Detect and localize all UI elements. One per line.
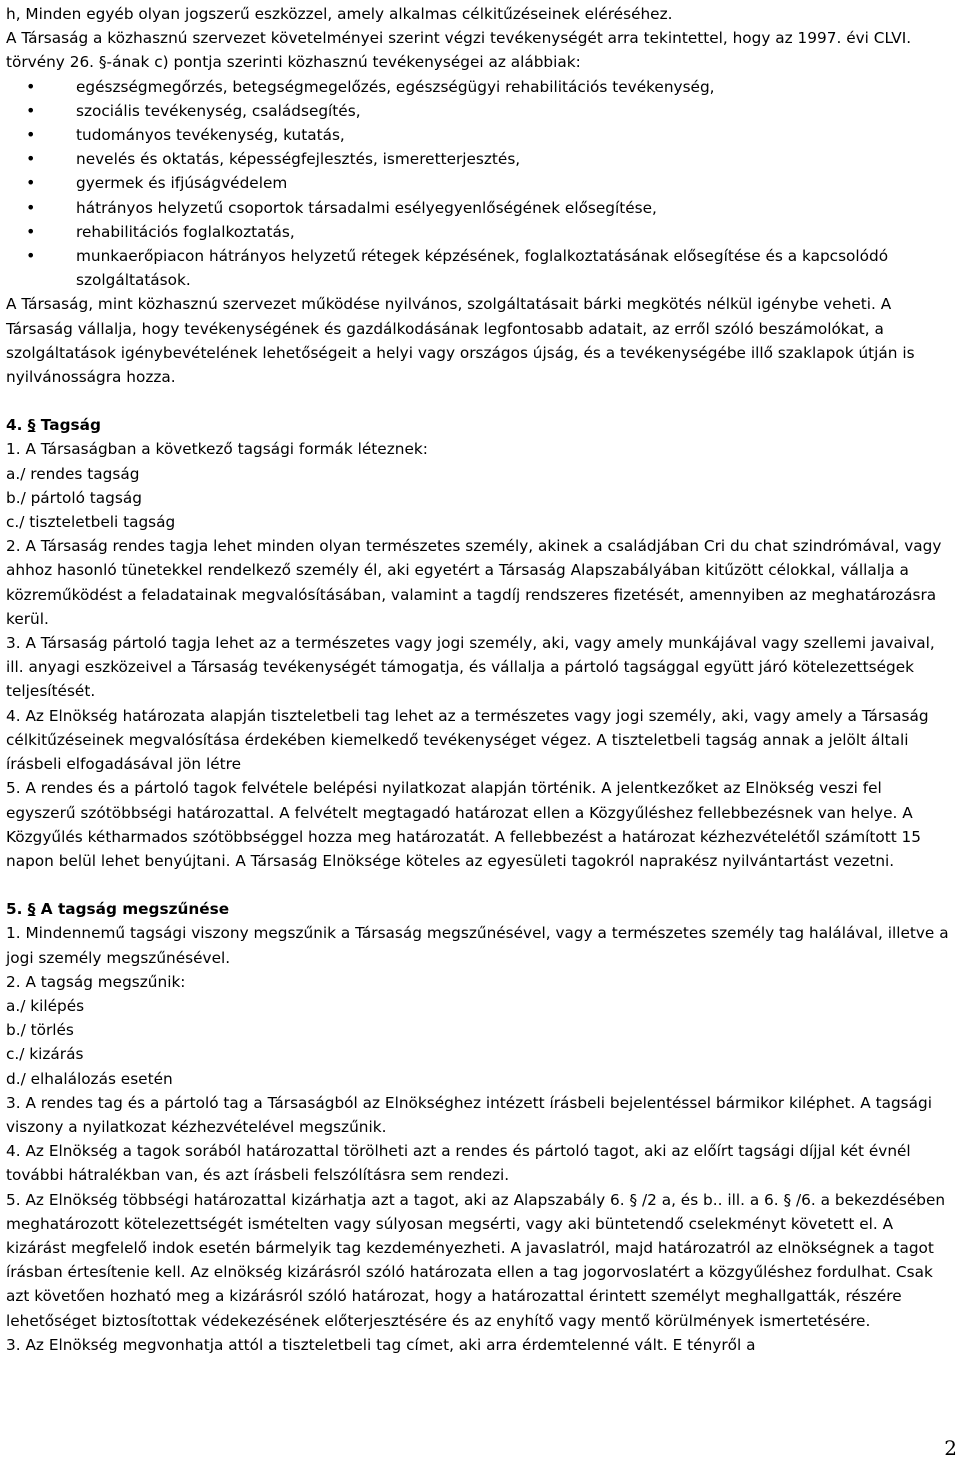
section-5-line: 5. Az Elnökség többségi határozattal kizárhatja azt a tagot, aki az Alapszabály 6. § /2 a, és b.. ill. a 6. § /6. a bekezdésében meghatározott kötelezettségét ismételten vagy súlyosan megsérti, vagy aki büntetendő cselekményt követett el. A kizárást megfelelő indok esetén bármelyik tag kezdeményezheti. A javaslatról, majd határozatról az elnökségnek a tagot írásban értesítenie kell. Az elnökség kizárásról szóló határozata ellen a tag jogorvoslatért a közgyűléshez fordulhat. Csak azt követően hozható meg a kizárásról szóló határozat, hogy a határozattal érintett személyt meghallgatták, részére lehetőséget biztosítottak védekezésének előterjesztésére és az enyhítő vagy mentő körülmények ismertetésére. <box>6 1190 946 1330</box>
list-item: • gyermek és ifjúságvédelem <box>6 171 956 195</box>
list-item: • egészségmegőrzés, betegségmegelőzés, egészségügyi rehabilitációs tevékenység, <box>6 75 956 99</box>
list-item: • hátrányos helyzetű csoportok társadalmi esélyegyenlőségének elősegítése, <box>6 196 956 220</box>
section-5-line: c./ kizárás <box>6 1045 84 1064</box>
intro-line-h: h, Minden egyéb olyan jogszerű eszközzel, amely alkalmas célkitűzéseinek eléréséhez. <box>6 5 673 23</box>
list-item: • nevelés és oktatás, képességfejlesztés, ismeretterjesztés, <box>6 147 956 171</box>
section-4-line: 1. A Társaságban a következő tagsági formák léteznek: <box>6 440 428 459</box>
section-4-line: 5. A rendes és a pártoló tagok felvétele belépési nyilatkozat alapján történik. A jelentkezőket az Elnökség veszi fel egyszerű szótöbbségi határozattal. A felvételt megtagadó határozat ellen a Közgyűléshez fellebbezésnek van helye. A Közgyűlés kétharmados szótöbbséggel hozza meg határozatát. A fellebbezést a határozat kézhezvételétől számított 15 napon belül lehet benyújtani. A Társaság Elnöksége köteles az egyesületi tagokról naprakész nyilvántartást vezetni. <box>6 779 922 870</box>
section-4-line: b./ pártoló tagság <box>6 488 142 507</box>
section-4-line: 4. Az Elnökség határozata alapján tiszteletbeli tag lehet az a természetes vagy jogi személy, aki, vagy amely a Társaság célkitűzéseinek megvalósítása érdekében kiemelkedő tevékenységet végez. A tiszteletbeli tagság annak a jelölt általi írásbeli elfogadásával jön létre <box>6 706 929 774</box>
activities-list <box>6 75 956 293</box>
spacer <box>6 389 956 413</box>
section-symbol: § <box>27 416 36 435</box>
section-5-line: 1. Mindennemű tagsági viszony megszűnik a Társaság megszűnésével, vagy a természetes személy tag halálával, illetve a jogi személy megszűnésével. <box>6 924 949 967</box>
list-item: • tudományos tevékenység, kutatás, <box>6 123 956 147</box>
list-item: • szociális tevékenység, családsegítés, <box>6 99 956 123</box>
section-number: 5. <box>6 900 23 919</box>
list-item: • munkaerőpiacon hátrányos helyzetű rétegek képzésének, foglalkoztatásának elősegítése és a kapcsolódó szolgáltatások. <box>6 244 956 292</box>
document-page <box>6 2 956 1357</box>
page-number: 2 <box>944 1436 957 1460</box>
section-5-line: d./ elhalálozás esetén <box>6 1069 173 1088</box>
section-5-line: a./ kilépés <box>6 996 85 1015</box>
section-5-line: b./ törlés <box>6 1021 74 1040</box>
section-title: A tagság megszűnése <box>40 900 230 919</box>
section-5-line: 4. Az Elnökség a tagok sorából határozattal törölheti azt a rendes és pártoló tagot, aki az előírt tagsági díjjal két évnél további hátralékban van, és azt írásbeli felszólításra sem rendezi. <box>6 1142 911 1185</box>
section-4-heading <box>6 413 956 437</box>
section-5-heading <box>6 897 956 921</box>
closing-line: 3. Az Elnökség megvonhatja attól a tiszteletbeli tag címet, aki arra érdemtelenné vált. E tényről a <box>6 1335 756 1354</box>
spacer <box>6 873 956 897</box>
section-5-line: 3. A rendes tag és a pártoló tag a Társaságból az Elnökséghez intézett írásbeli bejelentéssel bármikor kiléphet. A tagsági viszony a nyilatkozat kézhezvételével megszűnik. <box>6 1093 932 1136</box>
section-5-line: 2. A tagság megszűnik: <box>6 972 186 991</box>
section-4-line: 3. A Társaság pártoló tagja lehet az a természetes vagy jogi személy, aki, vagy amely munkájával vagy szellemi javaival, ill. anyagi eszközeivel a Társaság tevékenységét támogatja, és vállalja a pártoló tagsággal együtt járó kötelezettségek teljesítését. <box>6 634 935 701</box>
section-4-line: a./ rendes tagság <box>6 464 140 483</box>
intro-line-a: A Társaság a közhasznú szervezet követelményei szerint végzi tevékenységét arra tekintettel, hogy az 1997. évi CLVI. törvény 26. §-ának c) pontja szerinti közhasznú tevékenységei az alábbiak: <box>6 29 912 72</box>
section-symbol: § <box>27 900 36 919</box>
section-title: Tagság <box>40 416 101 435</box>
public-paragraph: A Társaság, mint közhasznú szervezet működése nyilvános, szolgáltatásait bárki megkötés nélkül igénybe veheti. A Társaság vállalja, hogy tevékenységének és gazdálkodásának legfontosabb adatait, az erről szóló beszámolókat, a szolgáltatások igénybevételének lehetőségeit a helyi vagy országos újság, és a tevékenységébe illő szaklapok útján is nyilvánosságra hozza. <box>6 295 915 387</box>
section-4-line: 2. A Társaság rendes tagja lehet minden olyan természetes személy, akinek a családjában Cri du chat szindrómával, vagy ahhoz hasonló tünetekkel rendelkező személy él, aki egyetért a Társaság Alapszabályában kitűzött célokkal, vállalja a közreműködést a feladatainak megvalósításában, valamint a tagdíj rendszeres fizetését, amennyiben az meghatározásra kerül. <box>6 537 942 628</box>
section-number: 4. <box>6 416 23 435</box>
list-item: • rehabilitációs foglalkoztatás, <box>6 220 956 244</box>
section-4-line: c./ tiszteletbeli tagság <box>6 513 176 532</box>
